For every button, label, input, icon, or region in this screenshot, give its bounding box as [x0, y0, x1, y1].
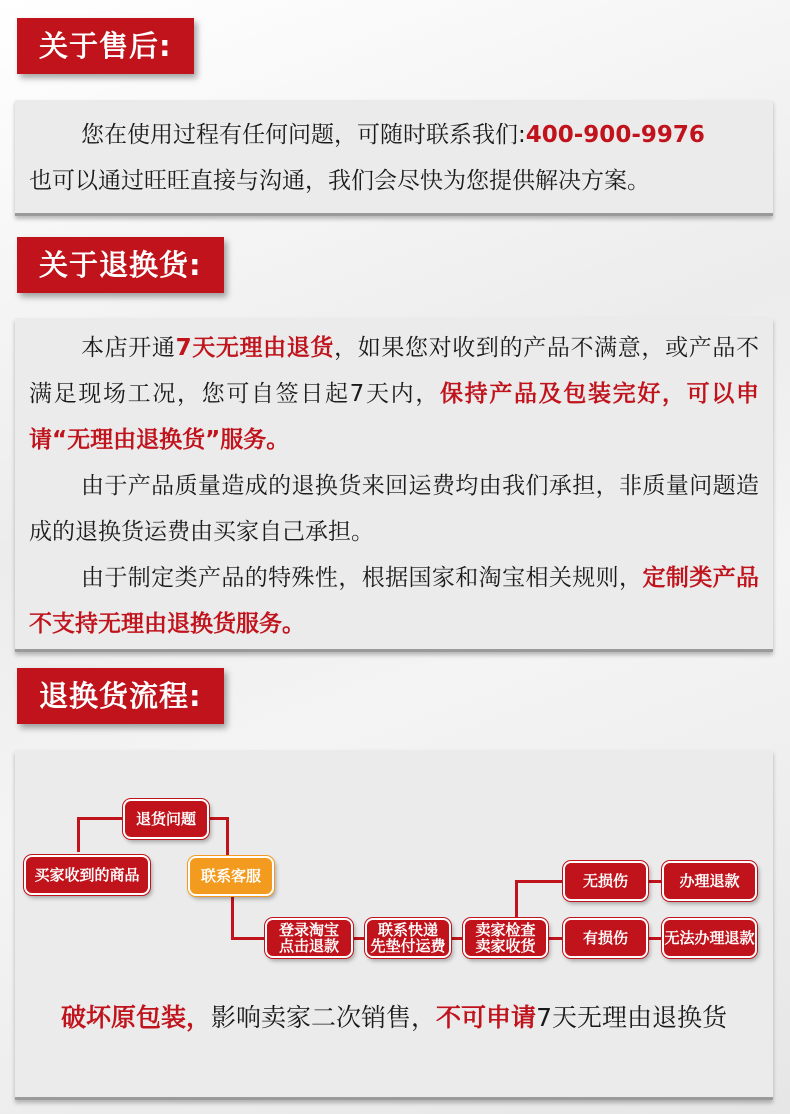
returns-condition: 保持产品及包装完好，可以申请“无理由退换货”服务。: [29, 381, 759, 453]
after-sales-panel: [15, 100, 773, 216]
phone-number: 400-900-9976: [525, 122, 705, 148]
note-seven-day: 7天无理由退换货: [536, 1003, 727, 1032]
flow-login-refund: [265, 918, 353, 958]
flow-seller-check-text: 卖家检查 卖家收货: [475, 921, 536, 955]
connector-line: [515, 880, 563, 883]
returns-p3-a: 由于制定类产品的特殊性，根据国家和淘宝相关规则，: [81, 565, 643, 591]
connector-line: [548, 937, 563, 940]
returns-paragraph-3: [15, 555, 773, 647]
custom-product-notice: 定制类产品不支持无理由退换货服务。: [29, 565, 760, 637]
returns-panel: [15, 318, 773, 652]
connector-line: [77, 817, 123, 820]
connector-line: [353, 937, 365, 940]
flow-login-refund-text: 登录淘宝 点击退款: [278, 921, 339, 955]
after-sales-line2: 也可以通过旺旺直接与沟通，我们会尽快为您提供解决方案。: [29, 168, 650, 194]
returns-paragraph-2: 由于产品质量造成的退换货来回运费均由我们承担，非质量问题造成的退换货运费由买家自己承担。: [29, 473, 759, 545]
returns-heading: 关于退换货:: [17, 237, 224, 293]
connector-line: [515, 880, 518, 920]
returns-paragraph-1: [15, 325, 773, 463]
flow-contact-express: [365, 918, 451, 958]
flow-no-refund: 无法办理退款: [662, 918, 757, 958]
connector-line: [648, 937, 662, 940]
seven-day-return: 7天无理由退货: [175, 335, 335, 361]
process-heading: 退换货流程:: [17, 668, 224, 724]
note-not-applicable: 不可申请: [436, 1003, 537, 1032]
after-sales-heading: 关于售后:: [17, 18, 194, 74]
flow-return-issue: 退货问题: [123, 799, 209, 839]
returns-p1-c: ，如果您对收到的产品不满意，或产品不满足现场工况，您可自签日起7天内，: [29, 335, 759, 407]
connector-line: [648, 880, 662, 883]
connector-line: [77, 817, 80, 852]
flow-received-goods: 买家收到的商品: [24, 855, 150, 895]
flow-no-damage: 无损伤: [563, 861, 648, 901]
flow-contact-express-text: 联系快递 先垫付运费: [370, 921, 446, 955]
flow-seller-check: [463, 918, 548, 958]
note-affect-resale: 影响卖家二次销售，: [211, 1003, 437, 1032]
flow-contact-service: 联系客服: [188, 856, 274, 896]
after-sales-line1: 您在使用过程有任何问题，可随时联系我们:: [81, 122, 526, 148]
returns-p1-a: 本店开通: [81, 335, 176, 361]
connector-line: [451, 937, 463, 940]
process-panel: [15, 750, 773, 1100]
after-sales-text: [15, 112, 773, 158]
flow-refund: 办理退款: [662, 861, 757, 901]
flow-has-damage: 有损伤: [563, 918, 648, 958]
connector-line: [226, 817, 229, 855]
note-damaged-packaging: 破坏原包装，: [61, 1003, 212, 1032]
connector-line: [231, 937, 265, 940]
packaging-note: [15, 998, 773, 1034]
connector-line: [231, 896, 234, 940]
